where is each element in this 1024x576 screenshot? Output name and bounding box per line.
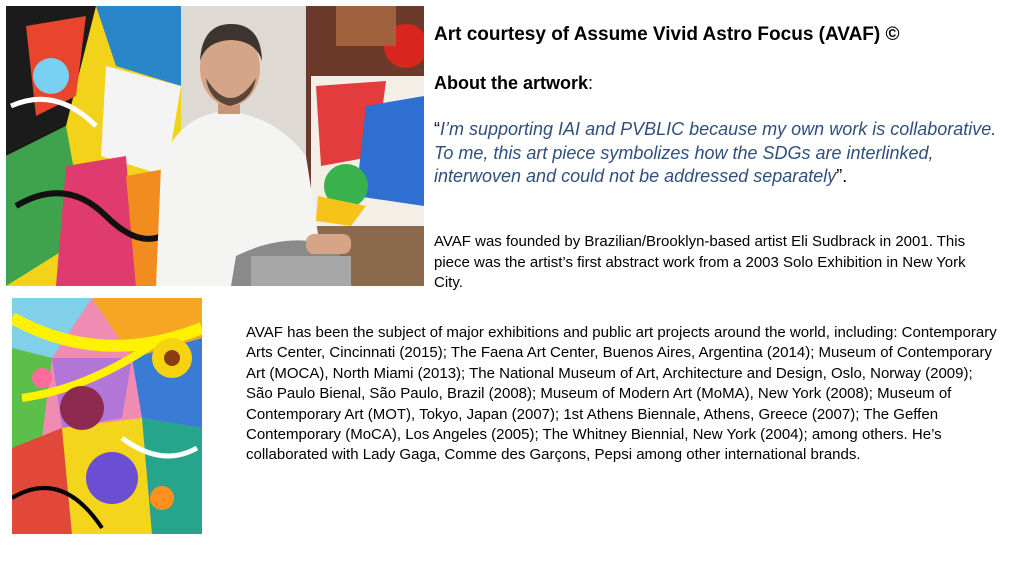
about-heading bbox=[434, 73, 593, 94]
artwork-image bbox=[12, 298, 202, 534]
page-title: Art courtesy of Assume Vivid Astro Focus (AVAF) © bbox=[434, 24, 900, 45]
quote-open-mark: “ bbox=[434, 119, 440, 139]
artist-quote bbox=[434, 118, 1014, 189]
founded-paragraph: AVAF was founded by Brazilian/Brooklyn-based artist Eli Sudbrack in 2001. This piece was the artist’s first abstract work from a 2003 Solo Exhibition in New York City. bbox=[434, 233, 966, 291]
about-heading-colon: : bbox=[588, 73, 594, 93]
exhibition-history-paragraph: AVAF has been the subject of major exhibitions and public art projects around the world, including: Contemporary Arts Center, Cincinnati (2015); The Faena Art Center, Buenos Aires, Argentina (2014); Museum of Contemporary Art (MOCA), North Miami (2013); The National Museum of Art, Architecture and Design, Oslo, Norway (2009); São Paulo Bienal, São Paulo, Brazil (2008); Museum of Modern Art (MoMA), New York (2008); Museum of Contemporary Art (MOT), Tokyo, Japan (2007); 1st Athens Biennale, Athens, Greece (2007); The Geffen Contemporary (MoCA), Los Angeles (2005); The Whitney Biennial, New York (2004); among others. He’s collaborated with Lady Gaga, Comme des Garçons, Pepsi among other international brands. bbox=[246, 324, 997, 464]
artist-photo bbox=[6, 6, 424, 286]
quote-text: I’m supporting IAI and PVBLIC because my own work is collaborative. To me, this art piece symbolizes how the SDGs are interlinked, interwoven and could not be addressed separately bbox=[434, 119, 997, 186]
about-heading-text: About the artwork bbox=[434, 73, 589, 93]
quote-close-mark: ”. bbox=[836, 166, 848, 186]
